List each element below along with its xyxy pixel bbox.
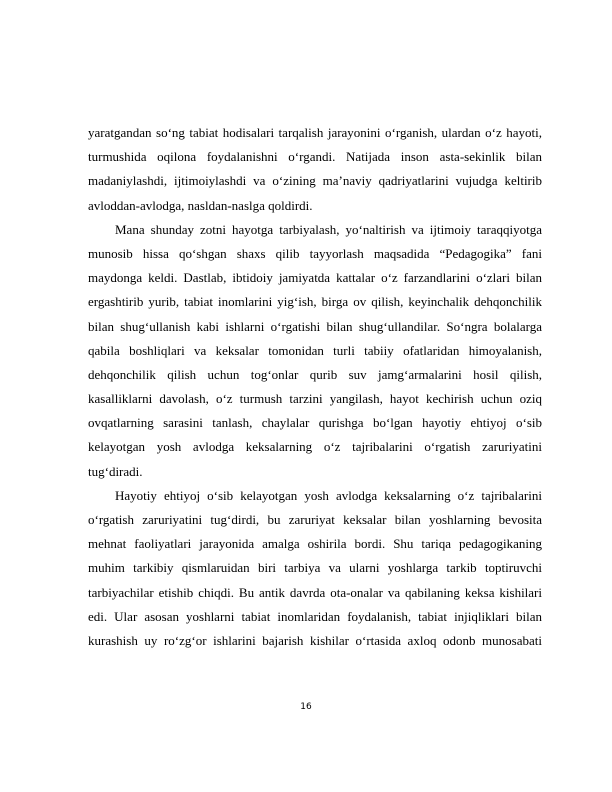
text-line: Mana shunday zotni hayotga tarbiyalash, yo‘naltirish va ijtimoiy taraqqiyotga [115,221,542,237]
text-line: kelayotgan yosh avlodga keksalarning o‘z tajribalarini o‘rgatish zaruriyatini [88,439,542,455]
text-line: muhim tarkibiy qismlaruidan biri tarbiya va ularni yoshlarga tarkib toptiruvchi [88,560,542,576]
text-line: ovqatlarning sarasini tanlash, chaylalar qurishga bo‘lgan hayotiy ehtiyoj o‘sib [88,415,542,431]
text-line: ergashtirib yurib, tabiat inomlarini yig‘ish, birga ov qilish, keyinchalik dehqonchilik [88,294,542,310]
text-line: tarbiyachilar etishib chiqdi. Bu antik davrda ota-onalar va qabilaning keksa kishilari [88,584,542,600]
text-line: qabila boshliqlari va keksalar tomonidan turli tabiiy ofatlaridan himoyalanish, [88,342,542,358]
text-line: kasalliklarni davolash, o‘z turmush tarzini yangilash, hayot kechirish uchun oziq [88,391,542,407]
text-line: edi. Ular asosan yoshlarni tabiat inomlaridan foydalanish, tabiat injiqliklari bilan [88,608,542,624]
text-line: dehqonchilik qilish uchun tog‘onlar qurib suv jamg‘armalarini hosil qilish, [88,366,542,382]
text-line: tug‘diradi. [88,463,143,479]
body-text [88,121,542,653]
text-line: kurashish uy ro‘zg‘or ishlarini bajarish kishilar o‘rtasida axloq odonb munosabati [88,632,542,648]
text-line: bilan shug‘ullanish kabi ishlarni o‘rgatishi bilan shug‘ullandilar. So‘ngra bolalarga [88,318,542,334]
text-line: maydonga keldi. Dastlab, ibtidoiy jamiyatda kattalar o‘z farzandlarini o‘zlari bilan [88,270,542,286]
page-number: 16 [300,702,312,712]
text-line: yaratgandan so‘ng tabiat hodisalari tarqalish jarayonini o‘rganish, ulardan o‘z hayoti, [88,125,542,140]
text-line: turmushida oqilona foydalanishni o‘rgandi. Natijada inson asta-sekinlik bilan [88,149,542,165]
text-line: mehnat faoliyatlari jarayonida amalga oshirila bordi. Shu tariqa pedagogikaning [88,536,542,552]
text-line: avloddan-avlodga, nasldan-naslga qoldirdi. [88,197,313,213]
text-line: Hayotiy ehtiyoj o‘sib kelayotgan yosh avlodga keksalarning o‘z tajribalarini [115,487,542,503]
text-line: o‘rgatish zaruriyatini tug‘dirdi, bu zaruriyat keksalar bilan yoshlarning bevosita [88,512,542,527]
text-line: munosib hissa qo‘shgan shaxs qilib tayyorlash maqsadida “Pedagogika” fani [88,245,542,261]
text-line: madaniylashdi, ijtimoiylashdi va o‘zining ma’naviy qadriyatlarini vujudga keltirib [88,173,542,189]
